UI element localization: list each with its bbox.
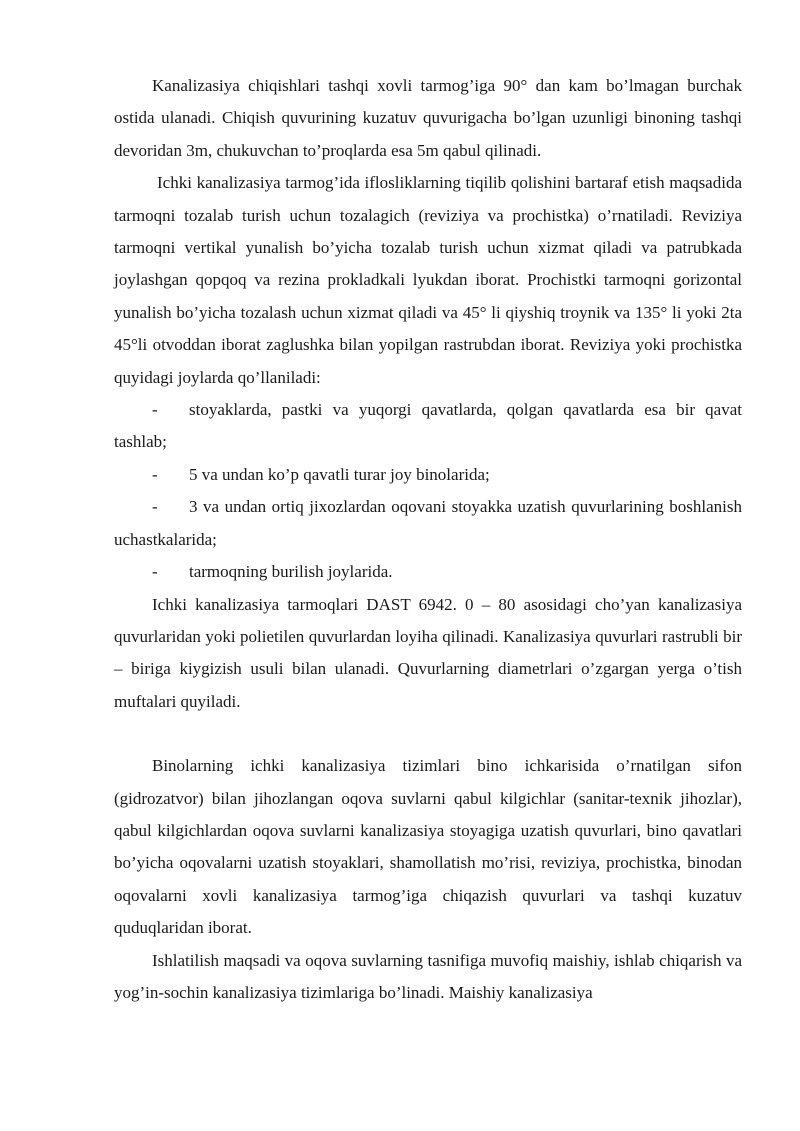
paragraph-pipe-materials: Ichki kanalizasiya tarmoqlari DAST 6942. 0 – 80 asosidagi cho’yan kanalizasiya quvurlaridan yoki polietilen quvurlardan loyiha qilinadi. Kanalizasiya quvurlari rastrubli bir – biriga kiygizish usuli bilan ulanadi. Quvurlarning diametrlari o’zgargan yerga o’tish muftalari quyiladi.	[114, 594, 742, 711]
list-item-text: 5 va undan ko’p qavatli turar joy binolarida;	[189, 464, 490, 484]
list-marker: -	[152, 400, 158, 420]
paragraph-outlet-connection: Kanalizasiya chiqishlari tashqi xovli tarmog’iga 90° dan kam bo’lmagan burchak ostida ulanadi. Chiqish quvurining kuzatuv quvurigacha bo’lgan uzunligi binoning tashqi devoridan 3m, chukuvchan to’proqlarda esa 5m qabul qilinadi.	[114, 76, 742, 160]
list-marker: -	[152, 464, 158, 484]
paragraph-gap	[114, 718, 742, 750]
paragraph-cleanouts: Ichki kanalizasiya tarmog’ida iflosliklarning tiqilib qolishini bartaraf etish maqsadida tarmoqni tozalab turish uchun tozalagich (reviziya va prochistka) o’rnatiladi. Reviziya tarmoqni vertikal yunalish bo’yicha tozalab turish uchun xizmat qiladi va patrubkada joylashgan qopqoq va rezina prokladkali lyukdan iborat. Prochistki tarmoqni gorizontal yunalish bo’yicha tozalash uchun xizmat qiladi va 45° li qiyshiq troynik va 135° li yoki 2ta 45°li otvoddan iborat zaglushka bilan yopilgan rastrubdan iborat. Reviziya yoki prochistka quyidagi joylarda qo’llaniladi:	[114, 173, 742, 387]
usage-list	[114, 394, 742, 588]
list-item	[114, 459, 742, 491]
list-item-text: stoyaklarda, pastki va yuqorgi qavatlarda, qolgan qavatlarda esa bir qavat tashlab;	[114, 400, 742, 452]
paragraph-system-components: Binolarning ichki kanalizasiya tizimlari bino ichkarisida o’rnatilgan sifon (gidrozatvor) bilan jihozlangan oqova suvlarni qabul kilgichlar (sanitar-texnik jihozlar), qabul kilgichlardan oqova suvlarni kanalizasiya stoyagiga uzatish quvurlari, bino qavatlari bo’yicha oqovalarni uzatish stoyaklari, shamollatish mo’risi, reviziya, prochistka, binodan oqovalarni xovli kanalizasiya tarmog’iga chiqazish quvurlari va tashqi kuzatuv quduqlaridan iborat.	[114, 756, 742, 938]
document-page	[114, 70, 742, 1009]
list-item	[114, 394, 742, 459]
paragraph-system-types: Ishlatilish maqsadi va oqova suvlarning tasnifiga muvofiq maishiy, ishlab chiqarish va yog’in-sochin kanalizasiya tizimlariga bo’linadi. Maishiy kanalizasiya	[114, 950, 742, 1002]
list-item	[114, 491, 742, 556]
list-item	[114, 556, 742, 588]
list-item-text: tarmoqning burilish joylarida.	[189, 562, 393, 582]
list-marker: -	[152, 497, 158, 517]
list-item-text: 3 va undan ortiq jixozlardan oqovani stoyakka uzatish quvurlarining boshlanish uchastkalarida;	[114, 497, 742, 549]
list-marker: -	[152, 562, 158, 582]
